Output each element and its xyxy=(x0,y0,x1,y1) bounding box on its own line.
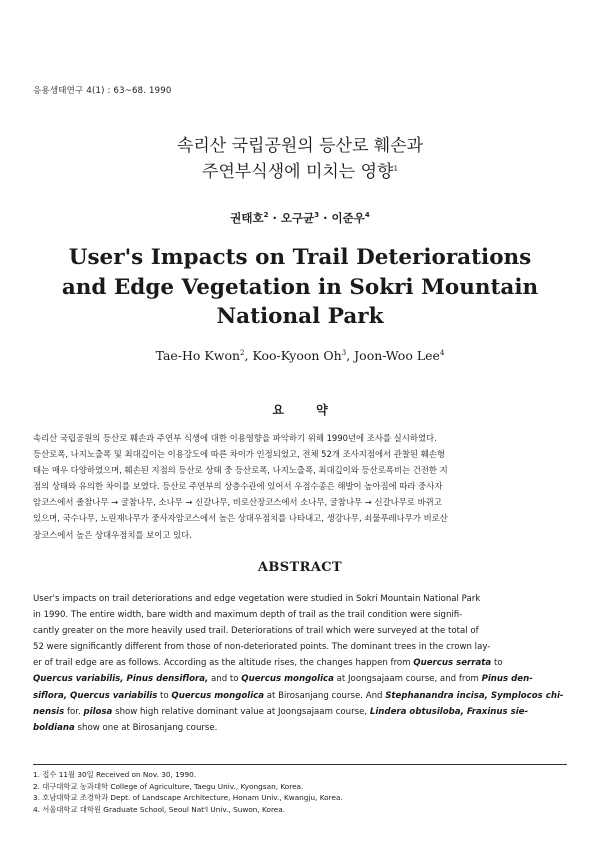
journal-citation: 응용생태연구 4(1) : 63~68. 1990 xyxy=(33,86,172,96)
abstract-en-text: at Joongsajaam course, and from xyxy=(333,674,482,685)
abstract-en-text: er of trail edge are as follows. According as the altitude rises, the changes happen from xyxy=(33,658,414,669)
abstract-en-line xyxy=(33,704,567,720)
species-name: pilosa xyxy=(83,706,113,717)
author-separator: · xyxy=(268,211,281,225)
abstract-kr-line: 장코스에서 높은 상대우점치를 보이고 있다. xyxy=(33,529,192,540)
species-name: nensis xyxy=(33,706,65,717)
species-name: Stephanandra incisa, Symplocos chi- xyxy=(385,690,564,701)
title-english-line3: National Park xyxy=(216,304,384,329)
author-separator: · xyxy=(319,211,332,225)
author-en-1: Tae-Ho Kwon xyxy=(155,348,241,363)
abstract-en-line xyxy=(33,655,567,671)
author-kr-2-mark: 3 xyxy=(314,211,320,220)
abstract-kr-line: 등산로폭, 나지노출폭 및 최대깊이는 이용강도에 따른 차이가 인정되었고, 전체 52개 조사지점에서 관찰된 훼손형 xyxy=(33,449,445,460)
footnotes xyxy=(33,769,567,815)
author-kr-3-mark: 4 xyxy=(364,211,370,220)
species-name: Pinus den- xyxy=(481,674,533,685)
abstract-en-line xyxy=(33,688,567,704)
abstract-en-text: show high relative dominant value at Joongsajaam course, xyxy=(112,706,370,717)
species-name: Quercus variabilis, Pinus densiflora, xyxy=(33,674,209,685)
title-korean-line2 xyxy=(0,160,600,185)
authors-korean xyxy=(0,210,600,226)
author-en-2-mark: 3 xyxy=(341,348,347,357)
abstract-en-line xyxy=(33,720,567,736)
author-en-3: Joon-Woo Lee xyxy=(354,348,440,363)
species-name: boldiana xyxy=(33,722,75,733)
abstract-en-line: cantly greater on the more heavily used trail. Deteriorations of trail which were surveyed at the total of xyxy=(33,626,479,637)
abstract-en-text: and to xyxy=(208,674,242,685)
author-kr-1-mark: 2 xyxy=(263,211,269,220)
footnote: 1. 접수 11월 30일 Received on Nov. 30, 1990. xyxy=(33,770,197,779)
title-english-line2: and Edge Vegetation in Sokri Mountain xyxy=(61,275,539,300)
abstract-kr-line: 태는 매우 다양하였으며, 훼손된 지점의 등산로 상태 중 등산로폭, 나지노출폭, 최대깊이와 등산로폭비는 건전한 지 xyxy=(33,465,448,476)
abstract-korean xyxy=(33,430,567,543)
abstract-english xyxy=(33,591,567,736)
species-name: siflora, Quercus variabilis xyxy=(33,690,158,701)
abstract-kr-line: 암코스에서 졸참나무 → 굴참나무, 소나무 → 신갈나무, 비로산장코스에서 소나무, 굴참나무 → 신갈나무로 바뀌고 xyxy=(33,497,442,508)
title-english-line1: User's Impacts on Trail Deteriorations xyxy=(68,245,532,270)
abstract-heading-korean: 요 약 xyxy=(272,403,328,417)
species-name: Quercus mongolica xyxy=(241,674,334,685)
abstract-kr-line: 있으며, 국수나무, 노린재나무가 중사자암코스에서 높은 상대우점치를 나타내고, 생강나무, 쇠물푸레나무가 비로산 xyxy=(33,513,448,524)
title-korean-line2-text: 주연부식생에 미치는 영향 xyxy=(202,162,394,182)
author-en-2: Koo-Kyoon Oh xyxy=(252,348,342,363)
abstract-en-line: User's impacts on trail deteriorations and edge vegetation were studied in Sokri Mountain National Park xyxy=(33,594,481,604)
footnote: 4. 서울대학교 대학원 Graduate School, Seoul Nat'l Univ., Suwon, Korea. xyxy=(33,804,286,814)
author-en-1-mark: 2 xyxy=(240,348,245,357)
abstract-en-text: to xyxy=(491,658,503,669)
title-footnote-mark: 1 xyxy=(393,164,398,173)
abstract-en-line: in 1990. The entire width, bare width and maximum depth of trail as the trail condition were signifi- xyxy=(33,610,463,621)
author-kr-3: 이준우 xyxy=(331,211,365,225)
abstract-en-text: show one at Birosanjang course. xyxy=(74,722,218,733)
abstract-en-text: to xyxy=(157,690,172,701)
footnote: 3. 호남대학교 조경학과 Dept. of Landscape Architecture, Honam Univ., Kwangju, Korea. xyxy=(33,793,343,803)
abstract-en-text: at Birosanjang course. And xyxy=(264,690,386,701)
authors-english: Tae-Ho Kwon$^2$, Koo-Kyoon Oh$^3$, Joon-Woo Lee$^4$ xyxy=(155,348,445,363)
abstract-kr-line: 속리산 국립공원의 등산로 훼손과 주연부 식생에 대한 이용영향을 파악하기 위해 1990년에 조사를 실시하였다. xyxy=(33,433,437,443)
species-name: Quercus serrata xyxy=(413,658,492,669)
abstract-kr-line: 점의 상태와 유의한 차이를 보였다. 등산로 주연부의 상층수관에 있어서 우점수종은 해발이 높아짐에 따라 중사자 xyxy=(33,481,443,492)
abstract-en-text: for. xyxy=(64,706,84,717)
author-kr-2: 오구균 xyxy=(280,211,315,225)
author-kr-1: 권태호 xyxy=(230,211,264,225)
abstract-heading-english: ABSTRACT xyxy=(257,560,343,575)
species-name: Lindera obtusiloba, Fraxinus sie- xyxy=(369,706,529,717)
author-en-3-mark: 4 xyxy=(439,348,445,357)
species-name: Quercus mongolica xyxy=(171,690,265,701)
abstract-en-line xyxy=(33,671,567,687)
title-korean-line1: 속리산 국립공원의 등산로 훼손과 xyxy=(176,136,424,156)
footnote-divider xyxy=(33,764,567,765)
abstract-en-line: 52 were significantly different from those of non-deteriorated points. The dominant trees in the crown lay- xyxy=(33,642,491,653)
footnote: 2. 대구대학교 농과대학 College of Agriculture, Taegu Univ., Kyongsan, Korea. xyxy=(33,781,304,791)
